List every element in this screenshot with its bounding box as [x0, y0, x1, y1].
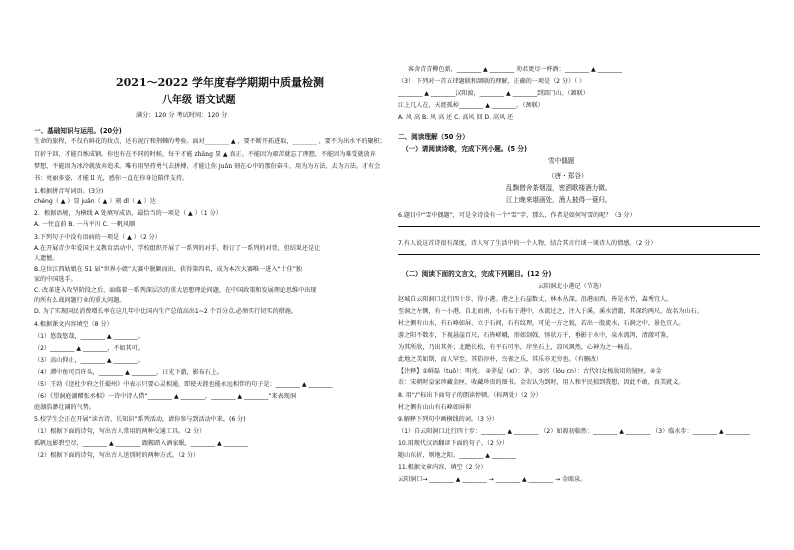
question-9-items[interactable]: （1）自云阳洞口北行四十步：________ ▲ ________ （2）如渡初临然：________ ▲ ________ （3）临水步：________ ▲ ________ — [398, 428, 750, 435]
q5-part-2-lines[interactable]: 客舍青青柳色新，________ ▲ ________ 劝君更尽一杯酒：________ ▲ ________ — [408, 66, 623, 73]
passage-line-4: 书：亮丽多姿，才能 ll 光，感你一直在你身边陪伴支持。 — [34, 175, 189, 182]
question-4-item-1[interactable]: （1）悠哉悠哉，________ ▲ ________。 — [34, 333, 144, 340]
question-7: 7.有人说这首诗很有深度，诗人写了生活中的一个人物，结合其言行谈一谈诗人的情感。（2 分） — [398, 240, 657, 247]
question-10: 10.用现代汉语翻译下面的句子。（2 分） — [398, 440, 508, 447]
question-4-item-6[interactable]: （6）《望洞庭湖赠张丞相》一诗中诗人借“________ ▲ ________，________ ▲ ________”来表现洞 — [34, 393, 296, 400]
question-6: 6.题目中“雪中偶题”，可是全诗没有一个“雪”字，那么，作者是如何写雪的呢？（3 分） — [398, 212, 636, 219]
prose-title: 云阳洞北小港记（节选） — [538, 283, 606, 290]
question-4-item-5[interactable]: （5）王勃《送杜少府之任蜀州》中表示只要心灵相通，即使天涯也能永远相伴的句子是：________ ▲ ________ — [34, 381, 333, 388]
question-3-option-b: B.这位江西姑娘在 51 届“世界小姐”大赛中脱颖而出，获得第四名，成为本次大赛唯一进入“十佳”独 — [34, 266, 303, 273]
prose-line-5: 为其所欣，乃出其外；北瞻长松，有平石可坐，岸坐石上，凉风飒然，心神为之一畅焉。 — [398, 344, 636, 351]
prose-line-6: 此地之美如斯，而人罕至。其俗淳朴，鸟雀之乐，其乐亦无穷也。（有删改） — [398, 356, 603, 363]
section-2b-heading: （二）阅读下面的文言文，完成下列题目。(12 分) — [402, 270, 552, 278]
question-11-flow[interactable]: 云阳洞口→ ________ ▲ ________ → ________ ▲ ________ → 金瓯泉。 — [398, 476, 587, 483]
prose-notes: 【注释】①鲜磊（tuǒ）：明亮。 ②茅屋（xí）：茅。 ③窍（lóu cn）：古代妇女梳妆用的镜匣。④金 — [398, 368, 662, 375]
poem-line-2: 江上晚来堪画处，渔人披得一蓑归。 — [506, 196, 612, 204]
question-4-item-6-cont: 庭湖浩渺壮阔的气势。 — [34, 404, 95, 411]
q5-part-3-line-1[interactable]: ________ ▲ ________汉阳渡，________ ▲ ________到郢门山。（颔联） — [398, 90, 589, 97]
question-3-option-a-cont: 人遗憾。 — [34, 255, 59, 262]
poem-author: （唐・郑谷） — [548, 172, 588, 180]
exam-meta: 满分：120 分 考试时间：120 分 — [136, 112, 228, 119]
question-3[interactable]: 3.下列句子中没有语病的一项是（ ▲ ）（2 分） — [34, 234, 161, 241]
poem-line-1: 乱飘僧舍茶烟湿，密洒歌楼酒力微。 — [506, 184, 612, 192]
exam-title: 2021～2022 学年度春学期期中质量检测 — [116, 76, 325, 89]
question-1: 1.根据拼音写词语。(3分) — [34, 188, 104, 195]
question-5-part-1: （1）根据下面的诗句，写出古人常用的两种交通工具。（2 分） — [34, 428, 206, 435]
prose-notes-cont: 农：宋朝时皇家珍藏金匣，收藏珍贵的图书。金农认为到时，用人和平民掠到我想，因此不敢，真美就义。 — [398, 379, 685, 386]
section-2-heading: 二、阅读理解（50 分） — [398, 133, 469, 141]
question-10-sentence[interactable]: 随山东折，则地之阳。________ ▲ ________ — [398, 452, 517, 459]
question-7-answer-line[interactable] — [398, 254, 760, 255]
question-8: 8. 用“/”标出下面句子的朗读停顿。（标两处）（2 分） — [398, 392, 542, 399]
question-6-answer-line[interactable] — [398, 226, 760, 227]
question-5-part-2: （2）根据下面的诗句，写出古人送别时的两种方式。（2 分） — [34, 452, 200, 459]
prose-line-4: 游之阳不数步，下视悬崖百尺，石皆嵯峨，形如剑戟，怪状万千，垂影于水中，泉水流泻，清澈可鉴， — [398, 332, 673, 339]
exam-subtitle: 八年级 语文试题 — [162, 95, 236, 106]
question-3-option-c: C. 改革进入攻坚阶段之后，面临着一系列深层次的重大思想理论问题，在中国政策和发展理论思维中出现 — [34, 287, 317, 294]
prose-line-2: 至洞之左侧，有一小港，自北而南，小石布于港中，水流过之，注入于溪，溪水清澈，其深约两尺，故名为山石。 — [398, 308, 703, 315]
question-4-item-4[interactable]: （4）潭中鱼可百许头，________ ▲ ________，日光下澈，影布石上。 — [34, 369, 224, 376]
prose-line-1: 赵城自云阳洞口北行四十步，得小港。港之上石崖数丈，林木丛深。沿港而西，皆是水竹，森秀宜人。 — [398, 296, 673, 303]
question-8-sentence[interactable]: 村之侧有山山有石峰如屏伸 — [398, 404, 472, 411]
section-1-heading: 一、基础知识与运用。(20分) — [34, 127, 122, 135]
question-11: 11.根据文章内容，填空（2 分） — [398, 464, 487, 471]
passage-line-1: 生命的旅程，不仅有鲜花的妆点，还有泥泞和荆棘的考验。面对________ ▲ ，要不断开拓进取，________ ，要不为出水平的聚积； — [34, 138, 386, 145]
question-4-item-3[interactable]: （3）高山仰止，________ ▲ ________。 — [34, 357, 144, 364]
question-2-options: A. 一往直前 B. 一马平川 C. 一帆风顺 — [34, 221, 136, 228]
poem-title: 雪中偶题 — [548, 157, 575, 165]
section-2a-heading: （一）请阅读诗歌，完成下列小题。(5 分) — [402, 145, 528, 153]
q5-part-3[interactable]: （3） 下列对一首五律题联和颔联的理解，正确的一项是（2 分）（ ） — [398, 78, 586, 85]
question-2[interactable]: 2．根据语境，为横线 A 处填写成语，最恰当的一项是（ ▲ ）（1 分） — [34, 210, 222, 217]
passage-line-3: 梦想，不能因为冰冷就放弃追求。唯有用坚持勇气去拼搏，才能让你 juān 刻在心中的那份奋斗，用为为方法，去为方法。才有会 — [34, 163, 381, 170]
question-3-option-d: D. 为了实现国民消费增长率在这几年中比国内生产总值高出1~2 个百分点,必须实行切实的措施。 — [34, 308, 297, 315]
question-5: 5.校学生会正在开展“读古诗，长知识”系列活动，请你参与到活动中来。(6 分) — [34, 416, 246, 423]
question-4-item-2[interactable]: （2）________ ▲ ________，不如其可。 — [34, 345, 144, 352]
question-5-part-1-lines[interactable]: 孤帆远影碧空尽，________ ▲ ________ 跟鞍踏入酒家眠，________ ▲ ________ — [34, 440, 249, 447]
question-1-pinyin[interactable]: chéng（ ▲ ）显 juān（ ▲ ）刻 dǐ（ ▲ ）达 — [34, 198, 156, 205]
q5-part-3-options: A. 风 高 B. 风 高 还 C. 高风 回 D. 高风 还 — [398, 114, 514, 121]
passage-line-2: 百折千回，才能百炼成钢。你也有在不同的时候，每千才能 zhǎng 显 ▲ 真正。不能因为艰苦就忘了理想，不能因为难受就放弃 — [34, 151, 376, 158]
q5-part-3-line-2[interactable]: 江上几人在，天涯孤棹________ ▲ ________。（颈联） — [398, 102, 544, 109]
question-3-option-c-cont: 的所有么战问题行业的重大问题。 — [34, 297, 126, 304]
question-4: 4.根据课文内容填空（8 分） — [34, 321, 113, 328]
question-3-option-a: A.在开展青少年爱国主义教育活动中，学校组织开展了一系列的对手，粉订了一系列的对背，但结果还是让 — [34, 245, 321, 252]
prose-line-3: 村之侧有山水，有石峰如屏，立于石间，石有纹理，可见一方之貌，若出一股流水，石涧之中，景色宜人。 — [398, 320, 685, 327]
question-9: 9.解释下列句中画横线的词。（3 分） — [398, 416, 498, 423]
question-3-option-b-cont: 家的中国选手。 — [34, 276, 77, 283]
